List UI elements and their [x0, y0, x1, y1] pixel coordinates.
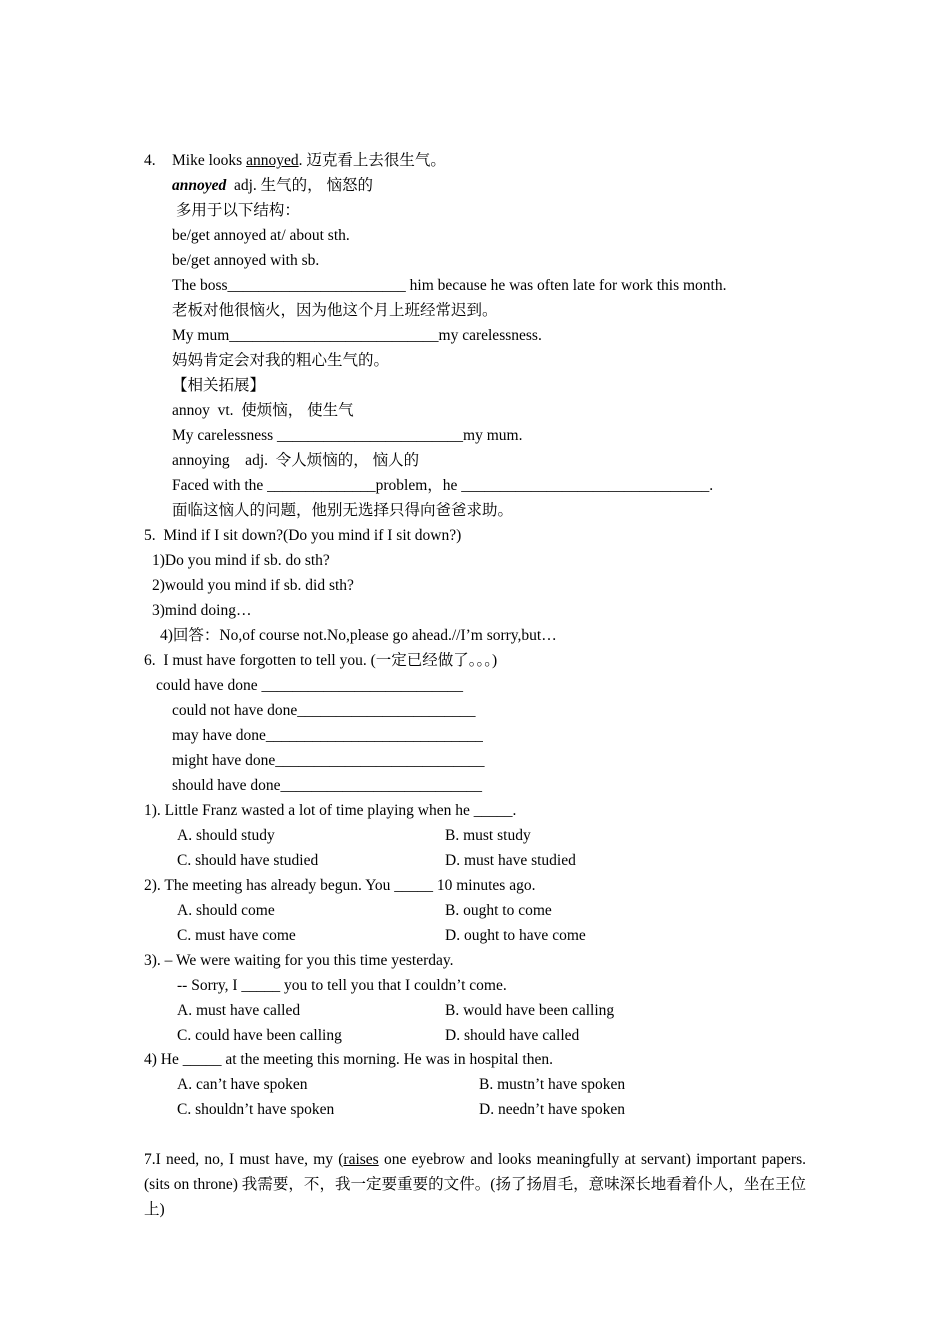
- item4-number: 4.: [144, 152, 156, 169]
- item4-line15: 面临这恼人的问题，他别无选择只得向爸爸求助。: [172, 502, 514, 519]
- question2-stem: 2). The meeting has already begun. You _____ 10 minutes ago.: [144, 877, 536, 894]
- item7-post: one eyebrow and looks meaningfully at servant) important papers. (sits on throne) 我需要，不，我一定要重要的文件。(扬了扬眉毛，意味深长地看着仆人，坐在王位上): [144, 1151, 806, 1218]
- item7-paragraph: [144, 1147, 806, 1222]
- item6-phrase1: could have done __________________________: [156, 677, 463, 694]
- item4-line2: [172, 176, 373, 196]
- question1-option-c: C. should have studied: [177, 852, 319, 869]
- item4-line7: 老板对他很恼火，因为他这个月上班经常迟到。: [172, 302, 498, 319]
- question4-option-b: B. mustn’t have spoken: [479, 1076, 626, 1093]
- item4-line6: The boss_______________________ him because he was often late for work this month.: [172, 277, 727, 294]
- question2-option-c: C. must have come: [177, 927, 296, 944]
- item7-keyword-underlined: raises: [343, 1151, 379, 1168]
- item4-line1: [172, 151, 446, 171]
- question2-option-d: D. ought to have come: [445, 927, 586, 944]
- item6-phrase4: might have done___________________________: [172, 752, 485, 769]
- question2-option-b: B. ought to come: [445, 902, 552, 919]
- item4-definition: adj. 生气的， 恼怒的: [226, 177, 374, 194]
- item4-headword: annoyed: [172, 177, 227, 194]
- item4-line4: be/get annoyed at/ about sth.: [172, 227, 350, 244]
- item4-line1-pre: Mike looks: [172, 152, 247, 169]
- item6-title: 6. I must have forgotten to tell you. (一定已经做了。。。): [144, 652, 498, 669]
- question2-option-a: A. should come: [177, 902, 275, 919]
- item4-line12: My carelessness ________________________my mum.: [172, 427, 523, 444]
- question3-stem: 3). – We were waiting for you this time yesterday.: [144, 952, 454, 969]
- question3-option-b: B. would have been calling: [445, 1002, 615, 1019]
- item5-sub2: 2)would you mind if sb. did sth?: [152, 577, 354, 594]
- item4-line8: My mum___________________________my carelessness.: [172, 327, 542, 344]
- item4-line10: 【相关拓展】: [172, 377, 266, 394]
- item4-keyword-underlined: annoyed: [246, 152, 299, 169]
- question1-option-b: B. must study: [445, 827, 531, 844]
- item4-line5: be/get annoyed with sb.: [172, 252, 320, 269]
- question3-stem-reply: -- Sorry, I _____ you to tell you that I couldn’t come.: [177, 977, 507, 994]
- item4-line14: Faced with the ______________problem，he ________________________________.: [172, 477, 714, 494]
- question3-option-a: A. must have called: [177, 1002, 301, 1019]
- question1-option-d: D. must have studied: [445, 852, 576, 869]
- question4-option-d: D. needn’t have spoken: [479, 1101, 626, 1118]
- question3-option-c: C. could have been calling: [177, 1027, 342, 1044]
- item5-sub1: 1)Do you mind if sb. do sth?: [152, 552, 330, 569]
- question4-stem: 4) He _____ at the meeting this morning. He was in hospital then.: [144, 1051, 553, 1068]
- item6-phrase2: could not have done_______________________: [172, 702, 476, 719]
- item5-sub3: 3)mind doing…: [152, 602, 252, 619]
- item4-line1-post: . 迈克看上去很生气。: [298, 152, 446, 169]
- question1-stem: 1). Little Franz wasted a lot of time playing when he _____.: [144, 802, 517, 819]
- item5-title: 5. Mind if I sit down?(Do you mind if I sit down?): [144, 527, 462, 544]
- item5-sub4: 4)回答：No,of course not.No,please go ahead.//I’m sorry,but…: [160, 627, 557, 644]
- item4-line11: annoy vt. 使烦恼， 使生气: [172, 402, 354, 419]
- item4-line3: 多用于以下结构：: [172, 202, 300, 219]
- item6-phrase3: may have done____________________________: [172, 727, 483, 744]
- item7-pre: 7.I need, no, I must have, my (: [144, 1151, 344, 1168]
- question1-option-a: A. should study: [177, 827, 275, 844]
- question3-option-d: D. should have called: [445, 1027, 580, 1044]
- item6-phrase5: should have done__________________________: [172, 777, 482, 794]
- question4-option-a: A. can’t have spoken: [177, 1076, 308, 1093]
- item4-line13: annoying adj. 令人烦恼的， 恼人的: [172, 452, 420, 469]
- item4-line9: 妈妈肯定会对我的粗心生气的。: [172, 352, 390, 369]
- question4-option-c: C. shouldn’t have spoken: [177, 1101, 335, 1118]
